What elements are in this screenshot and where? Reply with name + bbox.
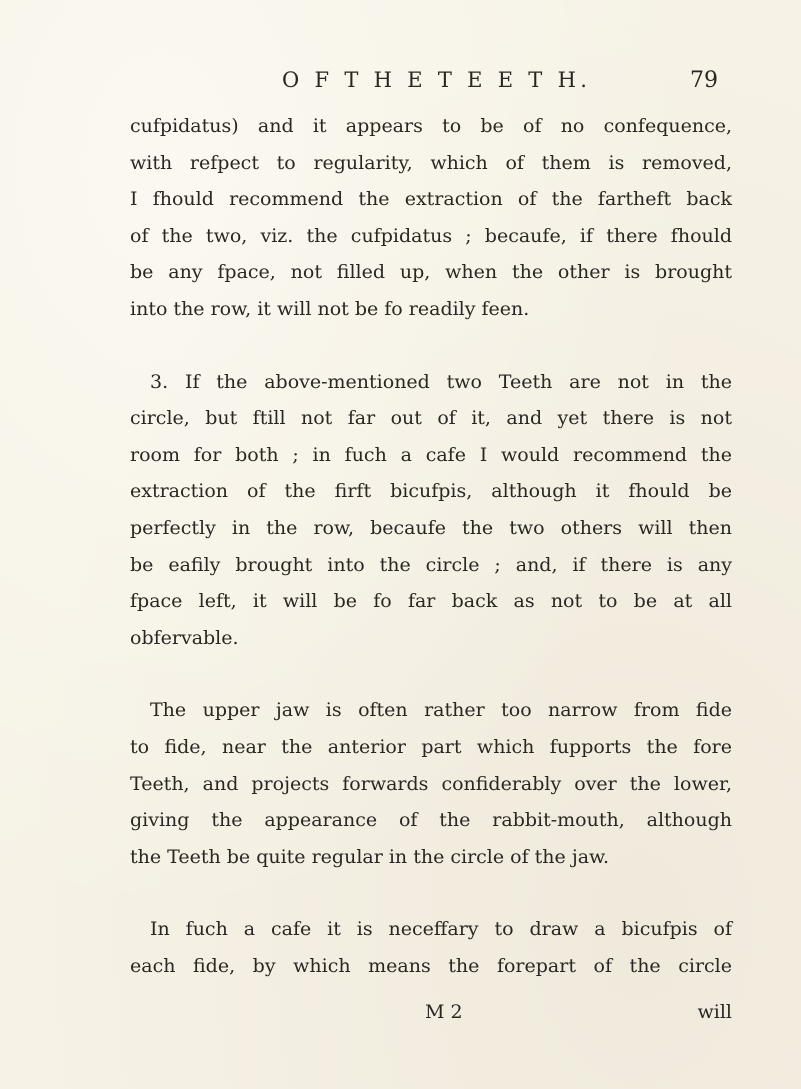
text-line: In fuch a cafe it is neceffary to draw a bicufpis of <box>150 918 732 941</box>
paragraph-3 <box>130 692 732 875</box>
paragraph-1 <box>130 108 732 328</box>
text-line: The upper jaw is often rather too narrow from fide <box>150 699 732 722</box>
text-line: the Teeth be quite regular in the circle of the jaw. <box>130 845 610 868</box>
running-head <box>0 68 801 98</box>
text-line: extraction of the firft bicufpis, although it fhould be <box>130 480 732 503</box>
text-line: fpace left, it will be fo far back as not to be at all <box>130 590 732 613</box>
page-footer <box>130 1001 732 1031</box>
text-line: with refpect to regularity, which of them is removed, <box>130 151 732 174</box>
text-line: perfectly in the row, becaufe the two others will then <box>130 516 732 539</box>
paragraph-gap <box>130 656 732 692</box>
text-line: each fide, by which means the forepart of the circle <box>130 954 732 977</box>
text-line: giving the appearance of the rabbit-mouth, although <box>130 809 732 832</box>
text-line: cufpidatus) and it appears to be of no confequence, <box>130 115 732 137</box>
text-line: be any fpace, not filled up, when the other is brought <box>130 261 732 284</box>
signature-mark: M 2 <box>425 1001 463 1023</box>
text-line: Teeth, and projects forwards confiderably over the lower, <box>130 772 732 795</box>
paragraph-gap <box>130 875 732 911</box>
paragraph-gap <box>130 328 732 364</box>
text-line: room for both ; in fuch a cafe I would recommend the <box>130 443 732 466</box>
paragraph-4 <box>130 911 732 984</box>
text-line: of the two, viz. the cufpidatus ; becaufe, if there fhould <box>130 224 732 247</box>
text-line: I fhould recommend the extraction of the fartheft back <box>130 188 732 211</box>
paragraph-2 <box>130 364 732 657</box>
text-line: into the row, it will not be fo readily feen. <box>130 297 530 320</box>
text-line: to fide, near the anterior part which fupports the fore <box>130 735 732 758</box>
text-line: be eafily brought into the circle ; and, if there is any <box>130 553 732 576</box>
body-text <box>130 108 732 984</box>
text-line: 3. If the above-mentioned two Teeth are not in the <box>150 370 732 393</box>
page-number: 79 <box>690 68 718 93</box>
catchword: will <box>697 1001 732 1023</box>
running-head-title: O F T H E T E E T H. <box>282 68 592 92</box>
text-line: obfervable. <box>130 626 239 649</box>
text-line: circle, but ftill not far out of it, and yet there is not <box>130 407 732 430</box>
